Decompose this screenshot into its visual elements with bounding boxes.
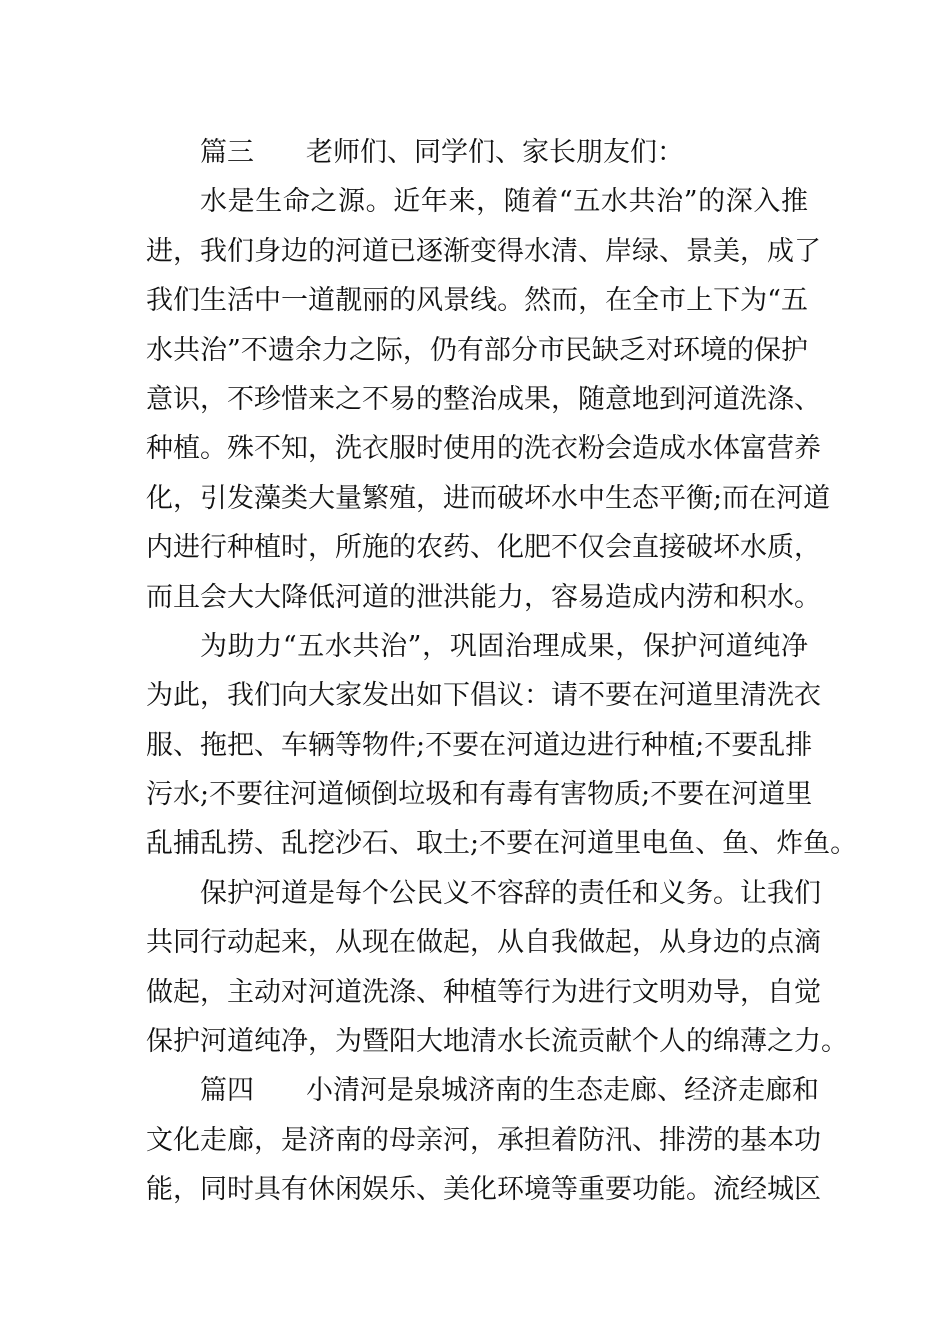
text-line: 做起，主动对河道洗涤、种植等行为进行文明劝导，自觉: [146, 976, 821, 1008]
text-line: 而且会大大降低河道的泄洪能力，容易造成内涝和积水。: [146, 581, 821, 613]
text-line: 服、拖把、车辆等物件;不要在河道边进行种植;不要乱排: [146, 729, 813, 761]
text-line: 文化走廊，是济南的母亲河，承担着防汛、排涝的基本功: [146, 1124, 821, 1156]
text-line: 保护河道是每个公民义不容辞的责任和义务。让我们: [200, 877, 821, 909]
text-line: 小清河是泉城济南的生态走廊、经济走廊和: [306, 1075, 819, 1107]
text-line: 污水;不要往河道倾倒垃圾和有毒有害物质;不要在河道里: [146, 779, 813, 811]
section-heading-line: [146, 128, 808, 177]
text-line: 为助力“五水共治”，巩固治理成果，保护河道纯净: [200, 630, 808, 662]
salutation-text: 老师们、同学们、家长朋友们：: [306, 137, 684, 168]
text-line: 意识，不珍惜来之不易的整治成果，随意地到河道洗涤、: [146, 383, 821, 415]
section-heading-line: [146, 1066, 819, 1115]
text-line: 内进行种植时，所施的农药、化肥不仅会直接破坏水质，: [146, 532, 821, 564]
section-label: 篇四: [200, 1075, 254, 1107]
paragraph-2: [146, 622, 858, 869]
section-label: 篇三: [200, 137, 254, 168]
text-line: 为此，我们向大家发出如下倡议：请不要在河道里清洗衣: [146, 680, 821, 712]
text-line: 进，我们身边的河道已逐渐变得水清、岸绿、景美，成了: [146, 235, 821, 267]
text-line: 我们生活中一道靓丽的风景线。然而，在全市上下为“五: [146, 285, 808, 317]
text-line: 能，同时具有休闲娱乐、美化环境等重要功能。流经城区: [146, 1174, 821, 1206]
text-line: 水共治”不遗余力之际，仍有部分市民缺乏对环境的保护: [146, 334, 808, 366]
paragraph-4: [146, 1066, 821, 1214]
text-line: 种植。殊不知，洗衣服时使用的洗衣粉会造成水体富营养: [146, 433, 821, 465]
text-line: 共同行动起来，从现在做起，从自我做起，从身边的点滴: [146, 927, 821, 959]
text-line: 水是生命之源。近年来，随着“五水共治”的深入推: [200, 186, 808, 218]
text-line: 化，引发藻类大量繁殖，进而破坏水中生态平衡;而在河道: [146, 482, 831, 514]
paragraph-1: [146, 177, 831, 622]
text-line: 乱捕乱捞、乱挖沙石、取土;不要在河道里电鱼、鱼、炸鱼。: [146, 828, 858, 860]
text-line: 保护河道纯净，为暨阳大地清水长流贡献个人的绵薄之力。: [146, 1026, 848, 1058]
document-page: [146, 128, 858, 1215]
paragraph-3: [146, 869, 848, 1067]
